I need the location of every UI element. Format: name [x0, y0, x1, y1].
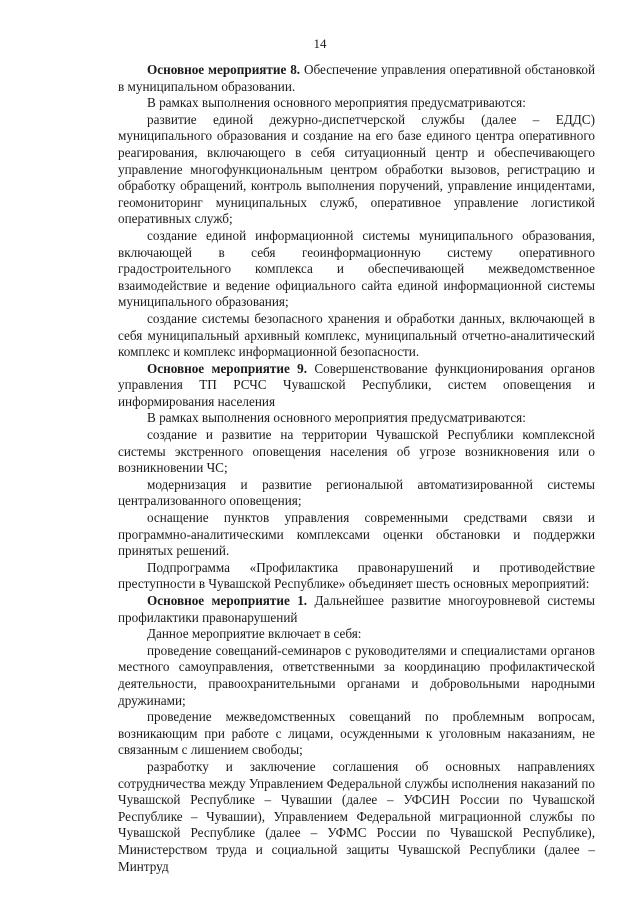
paragraph-text: Дальнейшее развитие многоуровневой системы профилактики правонарушений — [118, 593, 595, 625]
paragraph-heading: Основное мероприятие 9. — [147, 360, 308, 376]
paragraph — [118, 427, 595, 477]
paragraph — [118, 361, 595, 411]
paragraph — [118, 410, 595, 427]
paragraph — [118, 626, 595, 643]
paragraph-text: развитие единой дежурно-диспетчерской службы (далее – ЕДДС) муниципального образования и создание на его базе единого центра оперативного реагирования, включающего в себя ситуационный центр и обеспечивающего управление многофункциональным центром обработки вызовов, регистрацию и обработку обращений, контроль выполнения поручений, управление инцидентами, геомониторинг муниципальных служб, оперативное управление логистикой оперативных служб; — [118, 111, 595, 227]
paragraph-text: оснащение пунктов управления современными средствами связи и программно-аналитическими комплексами оценки обстановки и поддержки принятых решений. — [118, 510, 595, 559]
paragraph-text: проведение совещаний-семинаров с руководителями и специалистами органов местного самоуправления, ответственными за координацию профилактической деятельности, правоохранительными органами и добровольными народными дружинами; — [118, 642, 595, 708]
paragraph-text: проведение межведомственных совещаний по проблемным вопросам, возникающим при работе с лицами, осужденными к уголовным наказаниям, не связанным с лишением свободы; — [118, 709, 595, 758]
paragraph — [118, 62, 595, 95]
paragraph-text: Данное мероприятие включает в себя: — [147, 626, 362, 642]
page-body — [118, 62, 595, 875]
paragraph-text: В рамках выполнения основного мероприятия предусматриваются: — [147, 410, 526, 426]
paragraph-text: модернизация и развитие регионалыюй автоматизированной системы централизованного оповещения; — [118, 476, 595, 509]
paragraph — [118, 228, 595, 311]
paragraph-text: Совершенствование функционирования органов управления ТП РСЧС Чувашской Республики, систем оповещения и информирования населения — [118, 360, 595, 409]
paragraph-text: создание и развитие на территории Чувашской Республики комплексной системы экстренного оповещения населения об угрозе возникновения или о возникновении ЧС; — [118, 427, 595, 476]
paragraph-heading: Основное мероприятие 8. — [147, 62, 301, 77]
paragraph-text: Подпрограмма «Профилактика правонарушений и противодействие преступности в Чувашской Республике» объединяет шесть основных мероприятий: — [118, 559, 595, 592]
paragraph — [118, 593, 595, 626]
paragraph — [118, 95, 595, 112]
paragraph-text: создание единой информационной системы муниципального образования, включающей в себя геоинформационную систему оперативного градостроительного комплекса и обеспечивающей межведомственное взаимодействие и ведение официального сайта единой информационной системы муниципального образования; — [118, 227, 595, 310]
paragraph-heading: Основное мероприятие 1. — [147, 593, 308, 608]
paragraph — [118, 759, 595, 875]
paragraph — [118, 643, 595, 709]
paragraph — [118, 311, 595, 361]
paragraph — [118, 560, 595, 593]
paragraph-text: Обеспечение управления оперативной обстановкой в муниципальном образовании. — [118, 62, 595, 94]
paragraph-text: разработку и заключение соглашения об основных направлениях сотрудничества между Управлением Федеральной службы исполнения наказаний по Чувашской Республике – Чувашии (далее – УФСИН России по Чувашской Республике – Чувашии), Управлением Федеральной миграционной службы по Чувашской Республике (далее – УФМС России по Чувашской Республике), Министерством труда и социальной защиты Чувашской Республики (далее – Минтруд — [118, 758, 595, 874]
paragraph — [118, 112, 595, 228]
paragraph — [118, 510, 595, 560]
paragraph-text: В рамках выполнения основного мероприятия предусматриваются: — [147, 95, 526, 111]
paragraph — [118, 477, 595, 510]
page-number: 14 — [313, 36, 327, 51]
paragraph-text: создание системы безопасного хранения и обработки данных, включающей в себя муниципальный архивный комплекс, муниципальный отчетно-аналитический комплекс и комплекс информационной безопасности. — [118, 310, 595, 360]
paragraph — [118, 709, 595, 759]
